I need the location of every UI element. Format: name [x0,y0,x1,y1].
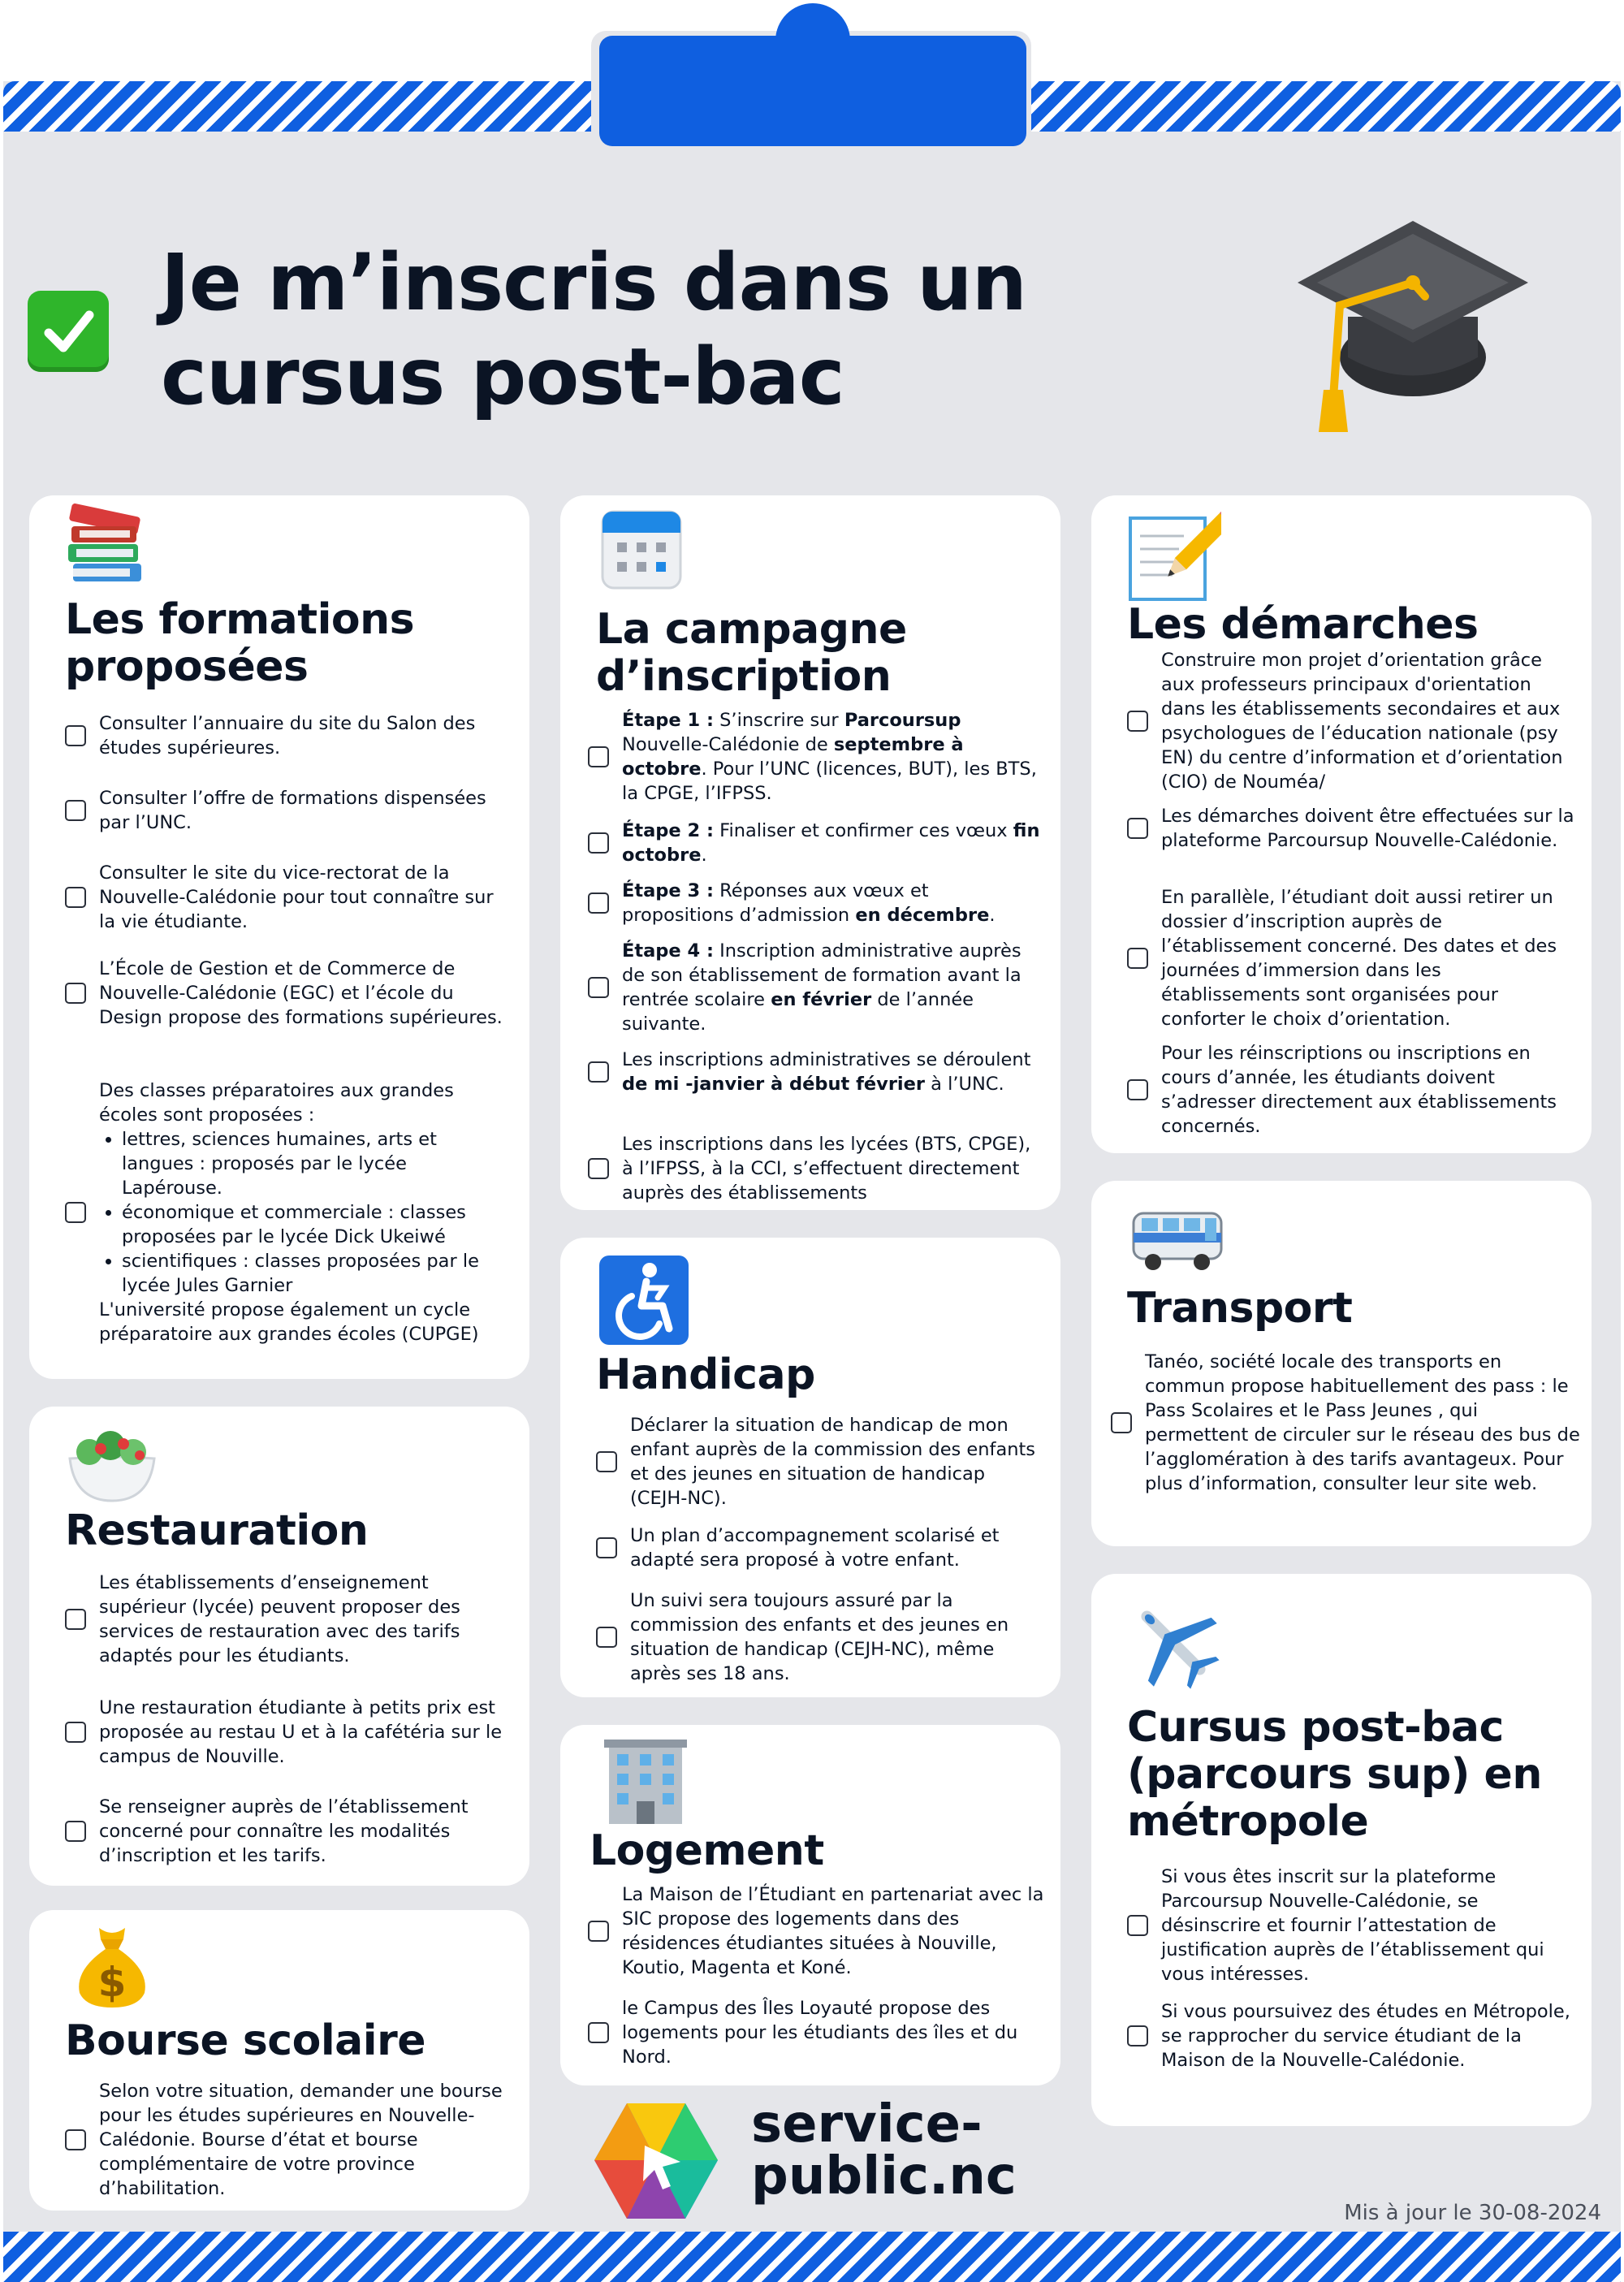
checklist-item-text [622,879,1046,927]
checkbox[interactable] [588,832,609,854]
checklist-item[interactable] [588,939,1046,1036]
checklist-item-text: Tanéo, société locale des transports en commun propose habituellement des pass : le Pass Scolaires et le Pass Jeunes , qui permettent de circuler sur le réseau des bus de l’agglomération à des tarifs avantageux. Pour plus d’information, consulter leur site web. [1145,1351,1580,1494]
text-emphasis: septembre à octobre [622,734,964,780]
section-heading-metropole: Cursus post-bac (parcours sup) en métropole [1127,1703,1542,1846]
clipboard-clip [599,36,1026,146]
card-formations [29,495,529,1379]
checklist-item-text: Les établissements d’enseignement supérieur (lycée) peuvent proposer des services de restauration avec des tarifs adaptés pour les étudiants. [99,1572,460,1666]
checkbox[interactable] [1127,818,1148,839]
checklist-item[interactable] [1127,1041,1579,1139]
airplane-icon [1125,1595,1221,1691]
section-heading-transport: Transport [1127,1284,1353,1333]
step-label: Étape 4 : [622,940,714,962]
text-part: Nouvelle-Calédonie de [622,734,834,755]
checkbox[interactable] [588,746,609,767]
checklist-item[interactable] [1127,648,1579,794]
checklist-item-text: Déclarer la situation de handicap de mon enfant auprès de la commission des enfants et des jeunes en situation de handicap (CEJH-NC). [630,1415,1036,1509]
checklist-item[interactable] [65,1078,512,1346]
prepa-list [99,1127,512,1298]
checklist-item-text [622,939,1046,1036]
checkbox[interactable] [1127,1079,1148,1100]
checklist-item-text [622,708,1046,806]
checkbox[interactable] [588,2022,609,2043]
checklist-item-text: Un suivi sera toujours assuré par la commission des enfants et des jeunes en situation de handicap (CEJH-NC), même après ses 18 ans. [630,1590,1009,1684]
checklist-item[interactable] [65,711,512,760]
checklist-item[interactable] [588,1048,1046,1096]
checkbox[interactable] [1127,948,1148,969]
section-heading-logement: Logement [590,1826,824,1875]
card-metropole [1091,1574,1592,2126]
checkbox[interactable] [1127,1915,1148,1936]
checklist-item[interactable] [65,861,512,934]
checklist-item-text: Se renseigner auprès de l’établissement concerné pour connaître les modalités d’inscription et les tarifs. [99,1796,469,1866]
checklist-item-text [622,1048,1046,1096]
text-part: Les inscriptions administratives se déroulent [622,1049,1031,1070]
brand-name: service- public.nc [751,2094,1017,2206]
checkbox[interactable] [65,983,86,1004]
service-public-logo [591,2100,721,2222]
checklist-item-text: Consulter l’annuaire du site du Salon des études supérieures. [99,713,476,759]
books-icon [62,502,151,591]
section-heading-campagne: La campagne d’inscription [596,605,907,701]
checklist-item-text: En parallèle, l’étudiant doit aussi retirer un dossier d’inscription auprès de l’établissement concerné. Des dates et des journées d’immersion dans les établissements sont organisées pour conforter le choix d’orientation. [1161,887,1557,1030]
checklist-item[interactable] [596,1523,1046,1572]
checklist-item-text [99,1078,512,1346]
checklist-item-text: le Campus des Îles Loyauté propose des logements pour les étudiants des îles et du Nord. [622,1998,1018,2068]
checklist-item[interactable] [65,1795,512,1868]
svg-text:$: $ [97,1959,127,2006]
salad-bowl-icon [65,1423,159,1504]
text-emphasis: de mi -janvier à début février [622,1074,925,1095]
checklist-item-text: Les démarches doivent être effectuées sur la plateforme Parcoursup Nouvelle-Calédonie. [1161,806,1574,851]
checkbox[interactable] [588,892,609,914]
checkbox[interactable] [596,1451,617,1472]
checklist-item[interactable] [1127,804,1579,853]
checklist-item[interactable] [588,879,1046,927]
step-label: Étape 1 : [622,710,714,731]
checkbox[interactable] [65,1821,86,1842]
checklist-item-text: Si vous poursuivez des études en Métropole, se rapprocher du service étudiant de la Maison de la Nouvelle-Calédonie. [1161,2001,1570,2071]
memo-pencil-icon [1127,512,1221,603]
graduation-cap-icon [1291,219,1535,439]
text-emphasis: en février [771,989,872,1010]
section-heading-handicap: Handicap [596,1351,815,1399]
checkbox[interactable] [588,1061,609,1083]
text-part: de l’année suivante. [622,989,974,1035]
checkbox[interactable] [65,1609,86,1630]
checklist-item-text: Une restauration étudiante à petits prix est proposée au restau U et à la cafétéria sur le campus de Nouville. [99,1697,503,1767]
card-handicap [560,1238,1060,1697]
checklist-item[interactable] [596,1588,1046,1686]
checklist-item[interactable] [588,1996,1046,2069]
checkbox[interactable] [596,1537,617,1558]
checklist-item[interactable] [1127,1999,1579,2072]
text-part: Réponses aux vœux et propositions d’admission [622,880,929,926]
checkbox[interactable] [65,1722,86,1743]
checklist-item-text: Selon votre situation, demander une bourse pour les études supérieures en Nouvelle-Calédonie. Bourse d’état et bourse complémentaire de votre province d’habilitation. [99,2081,503,2199]
checklist-item[interactable] [1127,1865,1579,1986]
step-label: Étape 2 : [622,820,714,841]
text-part: . [701,845,707,866]
section-heading-restauration: Restauration [65,1506,369,1555]
checkbox[interactable] [65,1202,86,1223]
checklist-item[interactable] [65,786,512,835]
card-transport [1091,1181,1592,1546]
text-part: Inscription administrative auprès de son établissement de formation avant la rentrée scolaire [622,940,1021,1010]
text-part: à l’UNC. [925,1074,1004,1095]
text-emphasis: fin octobre [622,820,1040,866]
office-building-icon [601,1736,690,1826]
calendar-icon [599,507,684,591]
last-updated: Mis à jour le 30-08-2024 [1344,2201,1601,2225]
card-demarches [1091,495,1592,1153]
prepa-outro: L'université propose également un cycle préparatoire aux grandes écoles (CUPGE) [99,1299,479,1345]
text-part: . Pour l’UNC (licences, BUT), les BTS, la CPGE, l’IFPSS. [622,759,1037,804]
card-bourse [29,1910,529,2211]
text-emphasis: Parcoursup [844,710,961,731]
card-restauration [29,1407,529,1886]
checklist-item-text: La Maison de l’Étudiant en partenariat avec la SIC propose des logements dans des résidences étudiantes situées à Nouville, Koutio, Magenta et Koné. [622,1884,1044,1978]
checklist-item[interactable] [65,1571,512,1668]
checklist-item[interactable] [65,2079,512,2201]
checklist-item-text: Les inscriptions dans les lycées (BTS, CPGE), à l’IFPSS, à la CCI, s’effectuent directement auprès des établissements [622,1134,1031,1204]
checklist-item-text: Un plan d’accompagnement scolarisé et adapté sera proposé à votre enfant. [630,1525,1000,1571]
checklist-item[interactable] [1111,1350,1580,1496]
checklist-item[interactable] [65,957,512,1030]
text-part: Finaliser et confirmer ces vœux [714,820,1013,841]
text-part: S’inscrire sur [714,710,844,731]
money-bag-icon [70,1921,154,2009]
bottom-stripe-border [3,2232,1621,2282]
checklist-item[interactable] [596,1413,1046,1511]
checkbox[interactable] [1127,2025,1148,2046]
checkbox[interactable] [588,1921,609,1942]
text-part: . [989,905,996,926]
checkbox[interactable] [65,800,86,821]
section-heading-formations: Les formations proposées [65,595,415,691]
checkbox[interactable] [65,887,86,908]
card-logement [560,1725,1060,2085]
section-heading-bourse: Bourse scolaire [65,2016,425,2065]
checklist-item-text: Consulter le site du vice-rectorat de la Nouvelle-Calédonie pour tout connaître sur la vie étudiante. [99,862,494,932]
list-item: • économique et commerciale : classes proposées par le lycée Dick Ukeiwé [122,1200,512,1249]
checkbox[interactable] [1111,1412,1132,1433]
list-item: • lettres, sciences humaines, arts et langues : proposés par le lycée Lapérouse. [122,1127,512,1200]
checklist-item-text: Pour les réinscriptions ou inscriptions en cours d’année, les étudiants doivent s’adresser directement aux établissements concernés. [1161,1043,1557,1137]
checklist-item[interactable] [588,708,1046,806]
checklist-item-text: Consulter l’offre de formations dispensées par l’UNC. [99,788,486,833]
checkbox[interactable] [588,977,609,998]
checklist-item[interactable] [588,1882,1046,1980]
list-item: • scientifiques : classes proposées par le lycée Jules Garnier [122,1249,512,1298]
checklist-item-text: L’École de Gestion et de Commerce de Nouvelle-Calédonie (EGC) et l’école du Design propose des formations supérieures. [99,958,503,1028]
checkbox[interactable] [65,725,86,746]
checklist-item[interactable] [1127,885,1579,1031]
bus-icon [1130,1208,1224,1273]
card-campagne [560,495,1060,1210]
section-heading-demarches: Les démarches [1127,600,1479,649]
checklist-item[interactable] [588,1132,1046,1205]
checkbox[interactable] [1127,711,1148,732]
checkbox[interactable] [588,1158,609,1179]
wheelchair-icon [599,1256,689,1345]
checkbox[interactable] [596,1627,617,1648]
prepa-intro: Des classes préparatoires aux grandes écoles sont proposées : [99,1080,454,1126]
checklist-item-text: Construire mon projet d’orientation grâce aux professeurs principaux d'orientation dans les établissements secondaires et aux psychologues de l’éducation nationale (psy EN) du centre d’information et d’orientation (CIO) de Nouméa/ [1161,650,1563,793]
checklist-item[interactable] [65,1696,512,1769]
checkbox[interactable] [65,2129,86,2150]
step-label: Étape 3 : [622,880,714,901]
page-title: Je m’inscris dans un cursus post-bac [161,237,1026,422]
checklist-item-text: Si vous êtes inscrit sur la plateforme Parcoursup Nouvelle-Calédonie, se désinscrire et fournir l’attestation de justification auprès de l’établissement qui vous intéresses. [1161,1866,1544,1985]
checklist-item-text [622,819,1046,867]
check-mark-button-icon [28,291,109,372]
text-emphasis: en décembre [855,905,990,926]
checklist-item[interactable] [588,819,1046,867]
